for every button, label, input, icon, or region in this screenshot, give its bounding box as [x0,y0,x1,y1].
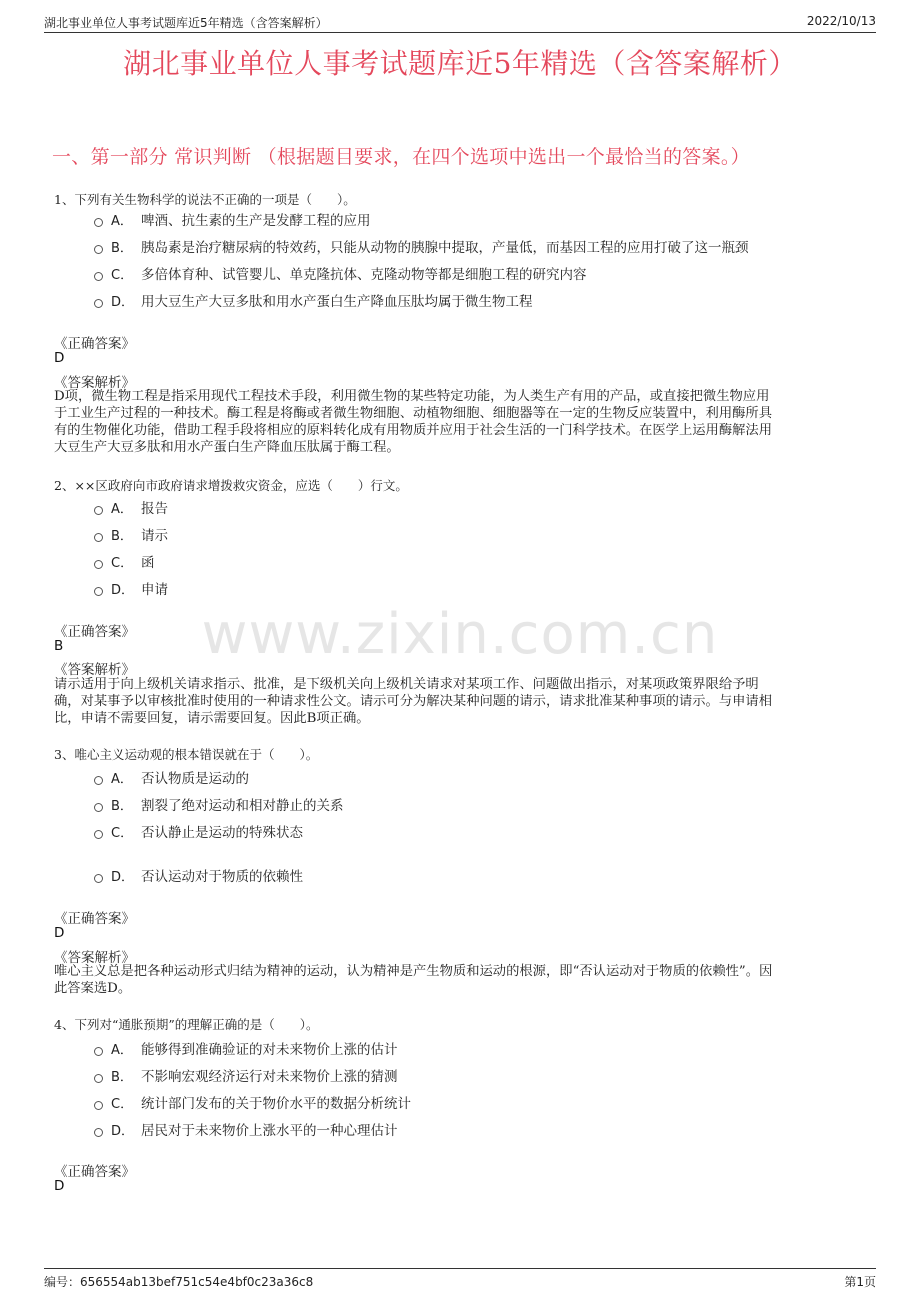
option-item[interactable]: D． 用大豆生产大豆多肽和用水产蛋白生产降血压肽均属于微生物工程 [94,290,533,310]
radio-icon[interactable] [94,830,103,839]
radio-icon[interactable] [94,803,103,812]
correct-answer: B [54,638,64,654]
analysis-line: 此答案选D。 [54,981,132,996]
document-id: 编号：656554ab13bef751c54e4bf0c23a36c8 [44,1275,314,1289]
analysis-line: 有的生物催化功能，借助工程手段将相应的原料转化成有用物质并应用于社会生活的一门科学技术。在医学上运用酶解法用 [54,423,773,438]
question-stem: 4、下列对“通胀预期”的理解正确的是（ ）。 [54,1017,319,1032]
answer-label: 《正确答案》 [54,336,135,352]
option-item[interactable]: D． 否认运动对于物质的依赖性 [94,865,303,885]
option-item[interactable]: D． 申请 [94,578,168,598]
radio-icon[interactable] [94,1101,103,1110]
analysis-line: 比，申请不需要回复，请示需要回复。因此B项正确。 [54,711,370,726]
answer-label: 《正确答案》 [54,911,135,927]
analysis-line: 大豆生产大豆多肽和用水产蛋白生产降血压肽属于酶工程。 [54,440,400,455]
radio-icon[interactable] [94,506,103,515]
option-item[interactable]: C． 多倍体育种、试管婴儿、单克隆抗体、克隆动物等都是细胞工程的研究内容 [94,263,587,283]
analysis-line: 唯心主义总是把各种运动形式归结为精神的运动，认为精神是产生物质和运动的根源，即“否认运动对于物质的依赖性”。因 [54,964,773,979]
option-item[interactable]: A． 否认物质是运动的 [94,767,249,787]
radio-icon[interactable] [94,533,103,542]
header-doc-title: 湖北事业单位人事考试题库近5年精选（含答案解析） [44,16,328,30]
answer-label: 《正确答案》 [54,1164,135,1180]
option-item[interactable]: A． 能够得到准确验证的对未来物价上涨的估计 [94,1038,398,1058]
document-title: 湖北事业单位人事考试题库近5年精选（含答案解析） [123,47,797,80]
option-item[interactable]: B． 胰岛素是治疗糖尿病的特效药，只能从动物的胰腺中提取，产量低，而基因工程的应用打破了这一瓶颈 [94,236,749,256]
page-number: 第1页 [844,1275,876,1289]
radio-icon[interactable] [94,776,103,785]
analysis-line: D项，微生物工程是指采用现代工程技术手段，利用微生物的某些特定功能，为人类生产有用的产品，或直接把微生物应用 [54,389,770,404]
radio-icon[interactable] [94,1047,103,1056]
radio-icon[interactable] [94,874,103,883]
page-footer [44,1268,876,1293]
header-date: 2022/10/13 [806,14,876,28]
page-header [44,12,876,33]
option-item[interactable]: B． 请示 [94,524,168,544]
option-item[interactable]: C． 否认静止是运动的特殊状态 [94,821,303,841]
analysis-line: 确，对某事予以审核批准时使用的一种请求性公文。请示可分为解决某种问题的请示，请求批准某种事项的请示。与申请相 [54,694,773,709]
watermark: www.zixin.com.cn [201,602,719,667]
radio-icon[interactable] [94,218,103,227]
radio-icon[interactable] [94,1128,103,1137]
radio-icon[interactable] [94,560,103,569]
analysis-text [54,676,860,727]
correct-answer: D [54,1178,65,1194]
analysis-text [54,388,860,456]
radio-icon[interactable] [94,587,103,596]
analysis-label: 《答案解析》 [54,375,135,391]
analysis-text [54,963,860,997]
option-item[interactable]: A． 报告 [94,497,168,517]
analysis-line: 请示适用于向上级机关请求指示、批准，是下级机关向上级机关请求对某项工作、问题做出指示，对某项政策界限给予明 [54,677,759,692]
option-item[interactable]: A． 啤酒、抗生素的生产是发酵工程的应用 [94,209,371,229]
analysis-line: 于工业生产过程的一种技术。酶工程是将酶或者微生物细胞、动植物细胞、细胞器等在一定的生物反应装置中，利用酶所具 [54,406,773,421]
option-item[interactable]: C． 函 [94,551,155,571]
section-heading: 一、第一部分 常识判断 （根据题目要求，在四个选项中选出一个最恰当的答案。） [52,146,750,168]
option-item[interactable]: C． 统计部门发布的关于物价水平的数据分析统计 [94,1092,411,1112]
question-stem: 2、××区政府向市政府请求增拨救灾资金，应选（ ）行文。 [54,478,408,493]
option-item[interactable]: D． 居民对于未来物价上涨水平的一种心理估计 [94,1119,398,1139]
analysis-label: 《答案解析》 [54,950,135,966]
option-item[interactable]: B． 割裂了绝对运动和相对静止的关系 [94,794,344,814]
correct-answer: D [54,925,65,941]
question-stem: 3、唯心主义运动观的根本错误就在于（ ）。 [54,747,319,762]
radio-icon[interactable] [94,299,103,308]
analysis-label: 《答案解析》 [54,662,135,678]
option-item[interactable]: B． 不影响宏观经济运行对未来物价上涨的猜测 [94,1065,398,1085]
radio-icon[interactable] [94,245,103,254]
radio-icon[interactable] [94,1074,103,1083]
correct-answer: D [54,350,65,366]
answer-label: 《正确答案》 [54,624,135,640]
radio-icon[interactable] [94,272,103,281]
question-stem: 1、下列有关生物科学的说法不正确的一项是（ ）。 [54,192,356,207]
